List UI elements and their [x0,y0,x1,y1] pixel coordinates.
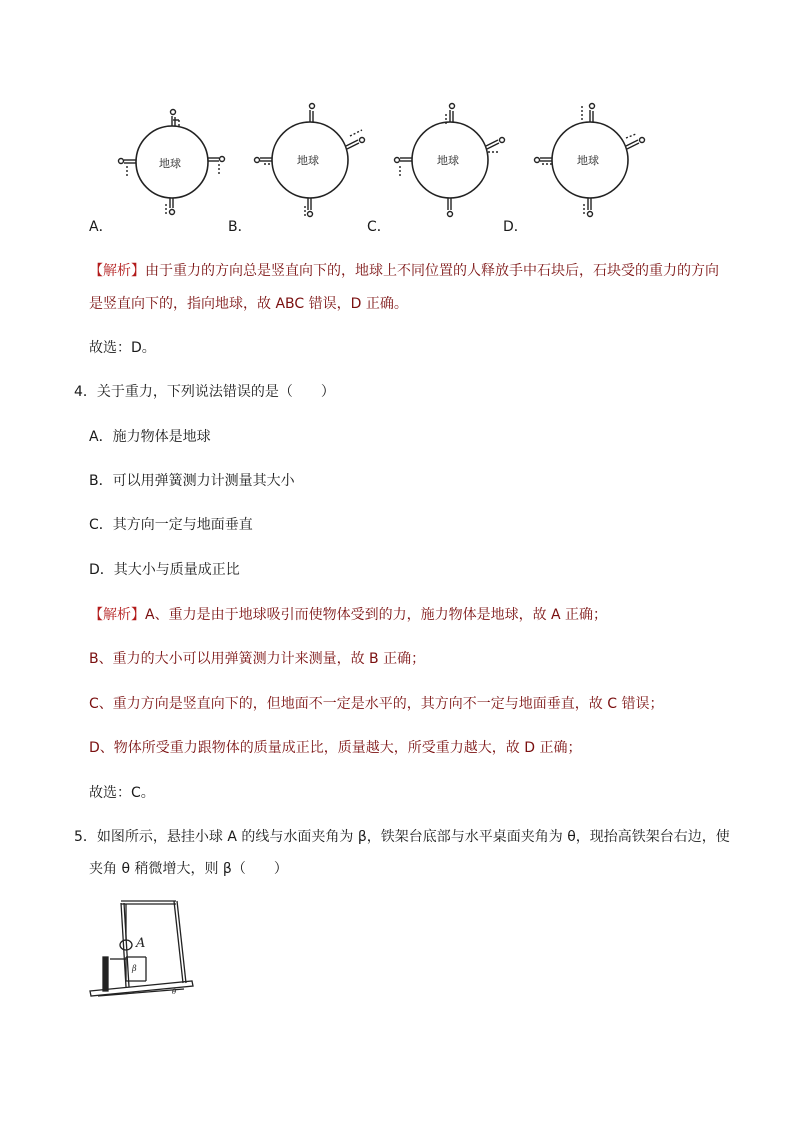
person-right [208,157,225,177]
q4-option-a: A．施力物体是地球 [89,429,211,445]
q3-answer: 故选：D。 [89,340,156,356]
q5-label-a: A [136,936,146,951]
q4-analysis-d: D、物体所受重力跟物体的质量成正比，质量越大，所受重力越大，故 D 正确； [89,740,582,756]
q3-analysis-line2: 是竖直向下的，指向地球，故 ABC 错误，D 正确。 [89,296,408,312]
q5-label-theta: θ [172,988,177,996]
q3-option-d-letter: D． [503,219,528,235]
q3-option-b-letter: B． [228,219,252,235]
globe-figure-a [115,100,230,225]
q3-analysis-line1 [89,261,719,281]
globe-label-d: 地球 [577,154,599,167]
globe-figure-b [250,100,370,225]
q4-analysis-tag: 【解析】 [89,607,145,623]
person-bottom [166,198,175,215]
q4-stem: 4．关于重力，下列说法错误的是（ ） [74,384,335,400]
q3-analysis-text1: 由于重力的方向总是竖直向下的，地球上不同位置的人释放手中石块后，石块受的重力的方向 [145,263,719,279]
q4-option-b: B．可以用弹簧测力计测量其大小 [89,473,295,489]
q4-option-c: C．其方向一定与地面垂直 [89,517,253,533]
globe-figure-d [530,100,650,225]
globe-label-c: 地球 [437,154,459,167]
q4-option-d: D．其大小与质量成正比 [89,562,240,578]
q5-stem-line1: 5．如图所示，悬挂小球 A 的线与水面夹角为 β，铁架台底部与水平桌面夹角为 θ，现抬高铁架台右边，使 [74,829,730,845]
q4-analysis-a-line [89,605,607,625]
q4-analysis-b: B、重力的大小可以用弹簧测力计来测量，故 B 正确； [89,651,426,667]
globe-figure-c [390,100,510,225]
q5-stem-line2: 夹角 θ 稍微增大，则 β（ ） [89,861,288,877]
q4-analysis-c: C、重力方向是竖直向下的，但地面不一定是水平的，其方向不一定与地面垂直，故 C 错误； [89,696,664,712]
q3-analysis-tag: 【解析】 [89,263,145,279]
q4-analysis-a: A、重力是由于地球吸引而使物体受到的力，施力物体是地球，故 A 正确； [145,607,608,623]
globe-label-a: 地球 [159,157,181,170]
globe-label-b: 地球 [297,154,319,167]
q3-option-a-letter: A． [89,219,113,235]
q4-answer: 故选：C。 [89,785,155,801]
q5-label-beta: β [132,964,137,973]
q5-figure-iron-stand [88,895,200,1003]
person-top [171,110,180,129]
q3-option-c-letter: C． [367,219,391,235]
person-left [119,159,137,179]
